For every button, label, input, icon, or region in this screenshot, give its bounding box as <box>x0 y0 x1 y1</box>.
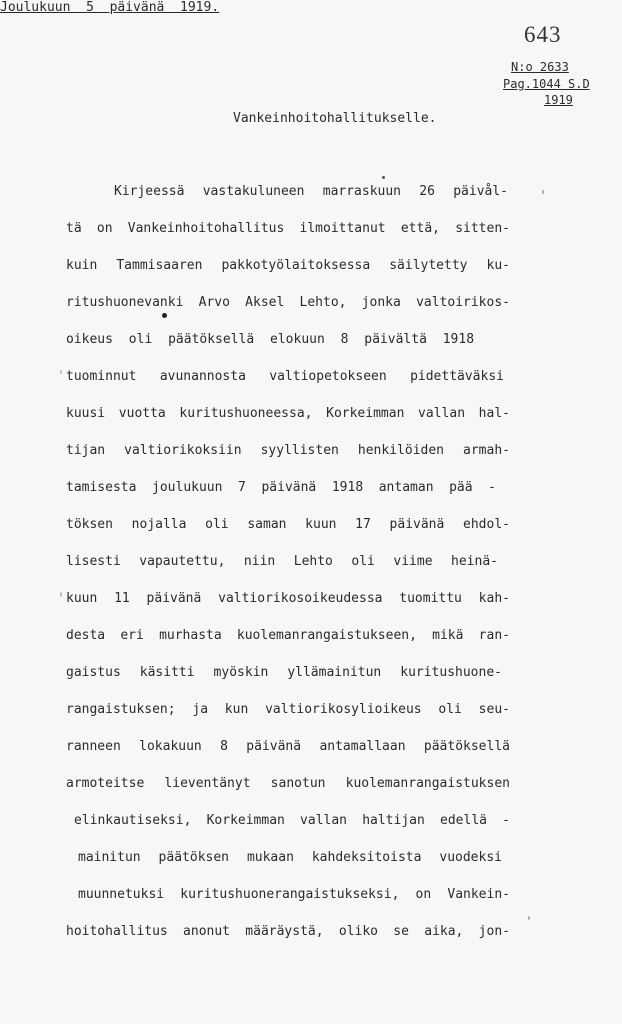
folio-number: 643 <box>524 22 562 47</box>
body-line: lisesti vapautettu, niin Lehto oli viime heinä- <box>66 554 498 569</box>
body-line: rangaistuksen; ja kun valtiorikosylioikeus oli seu- <box>66 702 510 717</box>
body-line: kuusi vuotta kuritushuoneessa, Korkeimman vallan hal- <box>66 406 510 421</box>
body-line: tuominnut avunannosta valtiopetokseen pidettäväksi <box>66 369 504 384</box>
body-line: hoitohallitus anonut määräystä, oliko se aika, jon- <box>66 924 510 939</box>
body-line: kuin Tammisaaren pakkotyölaitoksessa säilytetty ku- <box>66 258 510 273</box>
body-line: muunnetuksi kuritushuonerangaistukseksi, on Vankein- <box>78 887 510 902</box>
body-line: gaistus käsitti myöskin yllämainitun kuritushuone- <box>66 665 502 680</box>
ink-dot <box>382 176 385 179</box>
body-line: mainitun päätöksen mukaan kahdeksitoista vuodeksi <box>78 850 502 865</box>
addressee: Vankeinhoitohallitukselle. <box>233 111 437 126</box>
reference-number: N:o 2633 <box>511 60 569 74</box>
body-line: tijan valtiorikoksiin syyllisten henkilöiden armah- <box>66 443 510 458</box>
body-line: oikeus oli päätöksellä elokuun 8 päivältä 1918 <box>66 332 475 347</box>
reference-page: Pag.1044 S.D <box>503 77 590 91</box>
body-line: Kirjeessä vastakuluneen marraskuun 26 päivål- <box>114 184 508 199</box>
body-line: tä on Vankeinhoitohallitus ilmoittanut että, sitten- <box>66 221 510 236</box>
reference-year: 1919 <box>544 93 573 107</box>
ink-dot <box>162 313 167 318</box>
ink-speck <box>542 190 544 194</box>
body-line: ranneen lokakuun 8 päivänä antamallaan päätöksellä <box>66 739 510 754</box>
body-line: töksen nojalla oli saman kuun 17 päivänä ehdol- <box>66 517 510 532</box>
body-line: armoteitse lieventänyt sanotun kuolemanrangaistuksen <box>66 776 510 791</box>
body-line: tamisesta joulukuun 7 päivänä 1918 antaman pää - <box>66 480 496 495</box>
ink-speck <box>60 592 62 597</box>
body-line: desta eri murhasta kuolemanrangaistukseen, mikä ran- <box>66 628 510 643</box>
ink-speck <box>60 370 62 374</box>
body-line: ritushuonevanki Arvo Aksel Lehto, jonka valtoirikos- <box>66 295 510 310</box>
body-line: elinkautiseksi, Korkeimman vallan haltijan edellä - <box>74 813 510 828</box>
letter-date: Joulukuun 5 päivänä 1919. <box>0 0 220 15</box>
body-line: kuun 11 päivänä valtiorikosoikeudessa tuomittu kah- <box>66 591 510 606</box>
ink-speck <box>528 916 530 920</box>
